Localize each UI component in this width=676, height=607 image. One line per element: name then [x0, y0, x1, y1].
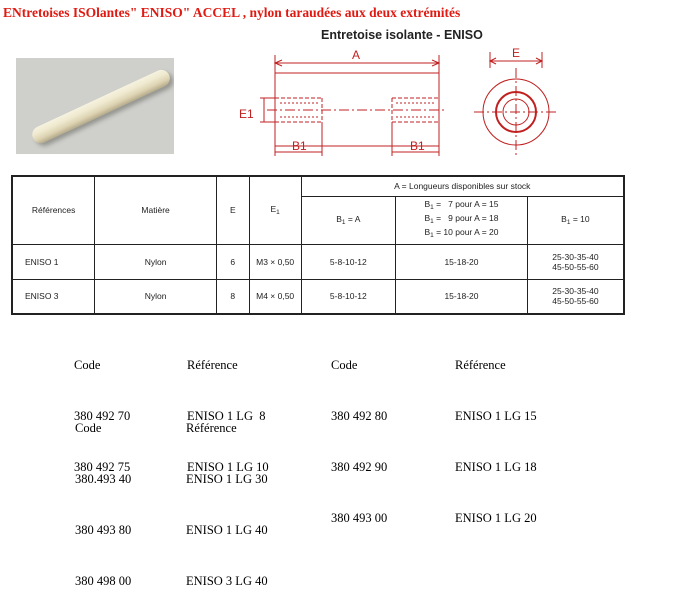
- dimension-b1-left-label: B1: [292, 139, 307, 153]
- cell-lengths-3: [527, 244, 624, 279]
- b1-line-1-main: B: [424, 199, 431, 209]
- table-row: [12, 244, 624, 279]
- ref-item: ENISO 1 LG 18: [455, 460, 537, 474]
- b1-variable-lines: [424, 199, 498, 241]
- ref-list-3: [186, 386, 268, 607]
- nylon-spacer-image: [29, 67, 172, 146]
- lengths-3a: 25-30-35-40: [552, 251, 599, 262]
- code-item: 380.493 40: [75, 472, 132, 486]
- cell-lengths-1: 5-8-10-12: [301, 279, 396, 314]
- ref-header: Référence: [186, 421, 237, 435]
- b1-line-1-sub: 1: [430, 204, 434, 211]
- page-title: ENtretoises ISOlantes" ENISO" ACCEL , nylon taraudées aux deux extrémités: [3, 5, 461, 20]
- cell-matiere: Nylon: [95, 279, 217, 314]
- b1-line-3-sub: 1: [430, 232, 434, 239]
- b1-line-1-rest: = 7 pour A = 15: [433, 199, 499, 209]
- cell-e1: M4 × 0,50: [249, 279, 301, 314]
- cell-matiere: Nylon: [95, 244, 217, 279]
- dimension-b1-right-label: B1: [410, 139, 425, 153]
- ref-item: ENISO 1 LG 40: [186, 523, 268, 537]
- code-item: 380 492 90: [331, 460, 388, 474]
- header-references: Références: [12, 176, 95, 244]
- b1-line-2-main: B: [424, 213, 431, 223]
- dimension-e-label: E: [512, 46, 521, 60]
- cell-lengths-1: 5-8-10-12: [301, 244, 396, 279]
- ref-item: ENISO 1 LG 30: [186, 472, 268, 486]
- code-header: Code: [74, 358, 101, 372]
- code-list-3: [75, 386, 131, 607]
- code-item: 380 498 00: [75, 574, 132, 588]
- ref-item: ENISO 1 LG 8: [187, 409, 266, 423]
- b1-line-2-sub: 1: [430, 218, 434, 225]
- ref-item: ENISO 1 LG 15: [455, 409, 537, 423]
- lengths-3a: 25-30-35-40: [552, 286, 599, 297]
- header-b1-equals-a: [301, 196, 396, 244]
- b1-10-rest: = 10: [570, 214, 590, 224]
- header-e1: [249, 176, 301, 244]
- code-item: 380 492 70: [74, 409, 131, 423]
- cell-e1: M3 × 0,50: [249, 244, 301, 279]
- header-matiere: Matière: [95, 176, 217, 244]
- ref-item: ENISO 1 LG 20: [455, 511, 537, 525]
- table-row: [12, 279, 624, 314]
- dimension-e1-label: E1: [239, 107, 254, 121]
- dimension-a-label: A: [352, 48, 361, 62]
- cell-e: 6: [216, 244, 249, 279]
- ref-header: Référence: [455, 358, 506, 372]
- cell-e: 8: [216, 279, 249, 314]
- b1-10-sub: 1: [566, 219, 571, 226]
- code-list-2: [331, 323, 387, 544]
- code-header: Code: [75, 421, 102, 435]
- ref-item: ENISO 3 LG 40: [186, 574, 268, 588]
- header-e: E: [216, 176, 249, 244]
- ref-list-2: [455, 323, 537, 544]
- code-item: 380 492 75: [74, 460, 131, 474]
- product-photo: [16, 58, 174, 154]
- lengths-3b: 45-50-55-60: [552, 296, 599, 307]
- b1a-sub: 1: [341, 219, 346, 226]
- cell-lengths-3: [527, 279, 624, 314]
- header-e1-sub: 1: [276, 209, 280, 217]
- ref-header: Référence: [187, 358, 238, 372]
- cell-lengths-2: 15-18-20: [396, 279, 528, 314]
- ref-item: ENISO 1 LG 10: [187, 460, 269, 474]
- header-b1-equals-10: [527, 196, 624, 244]
- b1a-rest: = A: [345, 214, 361, 224]
- cell-ref: ENISO 1: [12, 244, 95, 279]
- cell-lengths-2: 15-18-20: [396, 244, 528, 279]
- b1-line-2-rest: = 9 pour A = 18: [433, 213, 499, 223]
- code-item: 380 492 80: [331, 409, 388, 423]
- b1-line-3-main: B: [424, 227, 431, 237]
- code-item: 380 493 00: [331, 511, 388, 525]
- b1a-main: B: [336, 214, 342, 224]
- code-header: Code: [331, 358, 358, 372]
- header-e1-main: E: [270, 204, 277, 215]
- b1-10-main: B: [561, 214, 567, 224]
- cell-ref: ENISO 3: [12, 279, 95, 314]
- drawing-title: Entretoise isolante - ENISO: [321, 28, 483, 42]
- code-item: 380 493 80: [75, 523, 132, 537]
- spec-table: [11, 175, 625, 315]
- lengths-3b: 45-50-55-60: [552, 261, 599, 272]
- b1-line-3-rest: = 10 pour A = 20: [433, 227, 499, 237]
- technical-drawing: [232, 40, 562, 160]
- header-b1-variable: [396, 196, 528, 244]
- header-lengths-group: A = Longueurs disponibles sur stock: [301, 176, 624, 196]
